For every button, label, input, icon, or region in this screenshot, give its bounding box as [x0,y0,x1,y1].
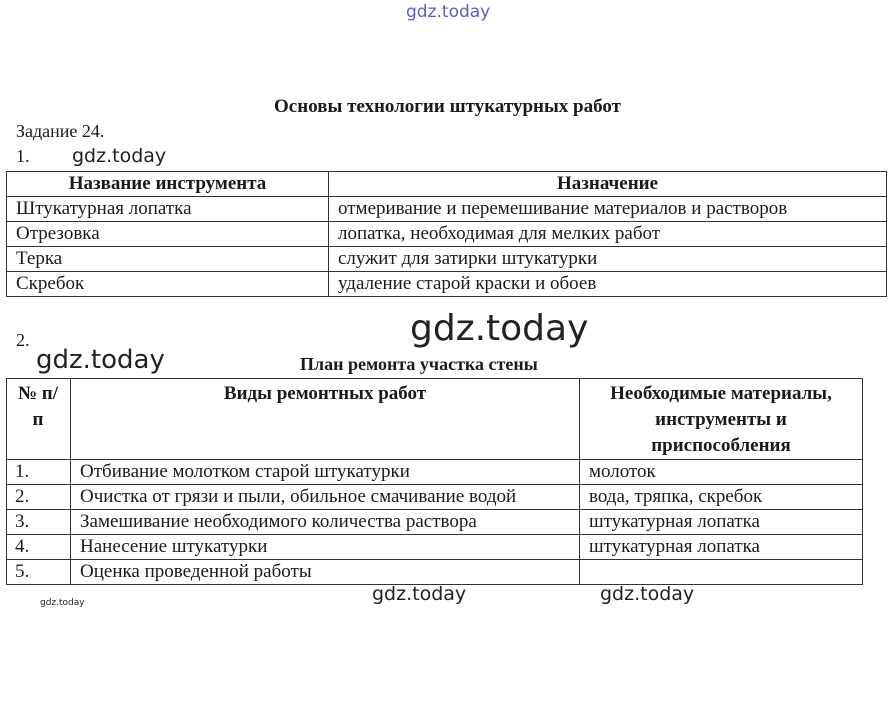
tool-name-cell: Отрезовка [7,222,329,247]
table-row [7,272,887,297]
table-row [7,510,863,535]
watermark-d: gdz.today [600,583,695,605]
materials-cell: штукатурная лопатка [580,510,863,535]
tool-purpose-cell: служит для затирки штукатурки [329,247,887,272]
table-row [7,560,863,585]
materials-cell: штукатурная лопатка [580,535,863,560]
materials-cell [580,560,863,585]
work-type-cell: Очистка от грязи и пыли, обильное смачивание водой [71,485,580,510]
watermark-top: gdz.today [406,2,491,22]
repair-plan-title: План ремонта участка стены [300,354,538,374]
work-type-cell: Замешивание необходимого количества раствора [71,510,580,535]
part1-number: 1. [16,146,30,166]
row-number-cell: 2. [7,485,71,510]
tool-purpose-cell: удаление старой краски и обоев [329,272,887,297]
watermark-big: gdz.today [410,308,589,349]
row-number-cell: 3. [7,510,71,535]
row-number-cell: 1. [7,460,71,485]
materials-cell: молоток [580,460,863,485]
materials-cell: вода, тряпка, скребок [580,485,863,510]
column-header-number: № п/п [7,379,71,460]
watermark-small: gdz.today [40,598,85,608]
table-row [7,197,887,222]
task-label: Задание 24. [16,121,105,141]
tool-name-cell: Штукатурная лопатка [7,197,329,222]
work-type-cell: Оценка проведенной работы [71,560,580,585]
tool-name-cell: Терка [7,247,329,272]
table-row [7,460,863,485]
column-header-purpose: Назначение [329,172,887,197]
table-row [7,535,863,560]
tool-purpose-cell: лопатка, необходимая для мелких работ [329,222,887,247]
table-row [7,247,887,272]
tool-name-cell: Скребок [7,272,329,297]
row-number-cell: 4. [7,535,71,560]
watermark-b: gdz.today [36,345,165,375]
page-title: Основы технологии штукатурных работ [274,96,621,117]
table-header-row [7,172,887,197]
column-header-materials: Необходимые материалы, инструменты и приспособления [580,379,863,460]
row-number-cell: 5. [7,560,71,585]
tool-purpose-cell: отмеривание и перемешивание материалов и растворов [329,197,887,222]
table-header-row [7,379,863,460]
tools-table [6,171,887,297]
watermark-c: gdz.today [372,583,467,605]
repair-plan-table [6,378,863,585]
work-type-cell: Отбивание молотком старой штукатурки [71,460,580,485]
table-row [7,222,887,247]
table-row [7,485,863,510]
column-header-work-type: Виды ремонтных работ [71,379,580,460]
work-type-cell: Нанесение штукатурки [71,535,580,560]
column-header-tool-name: Название инструмента [7,172,329,197]
watermark-a: gdz.today [72,145,167,167]
part2-number: 2. [16,330,30,350]
